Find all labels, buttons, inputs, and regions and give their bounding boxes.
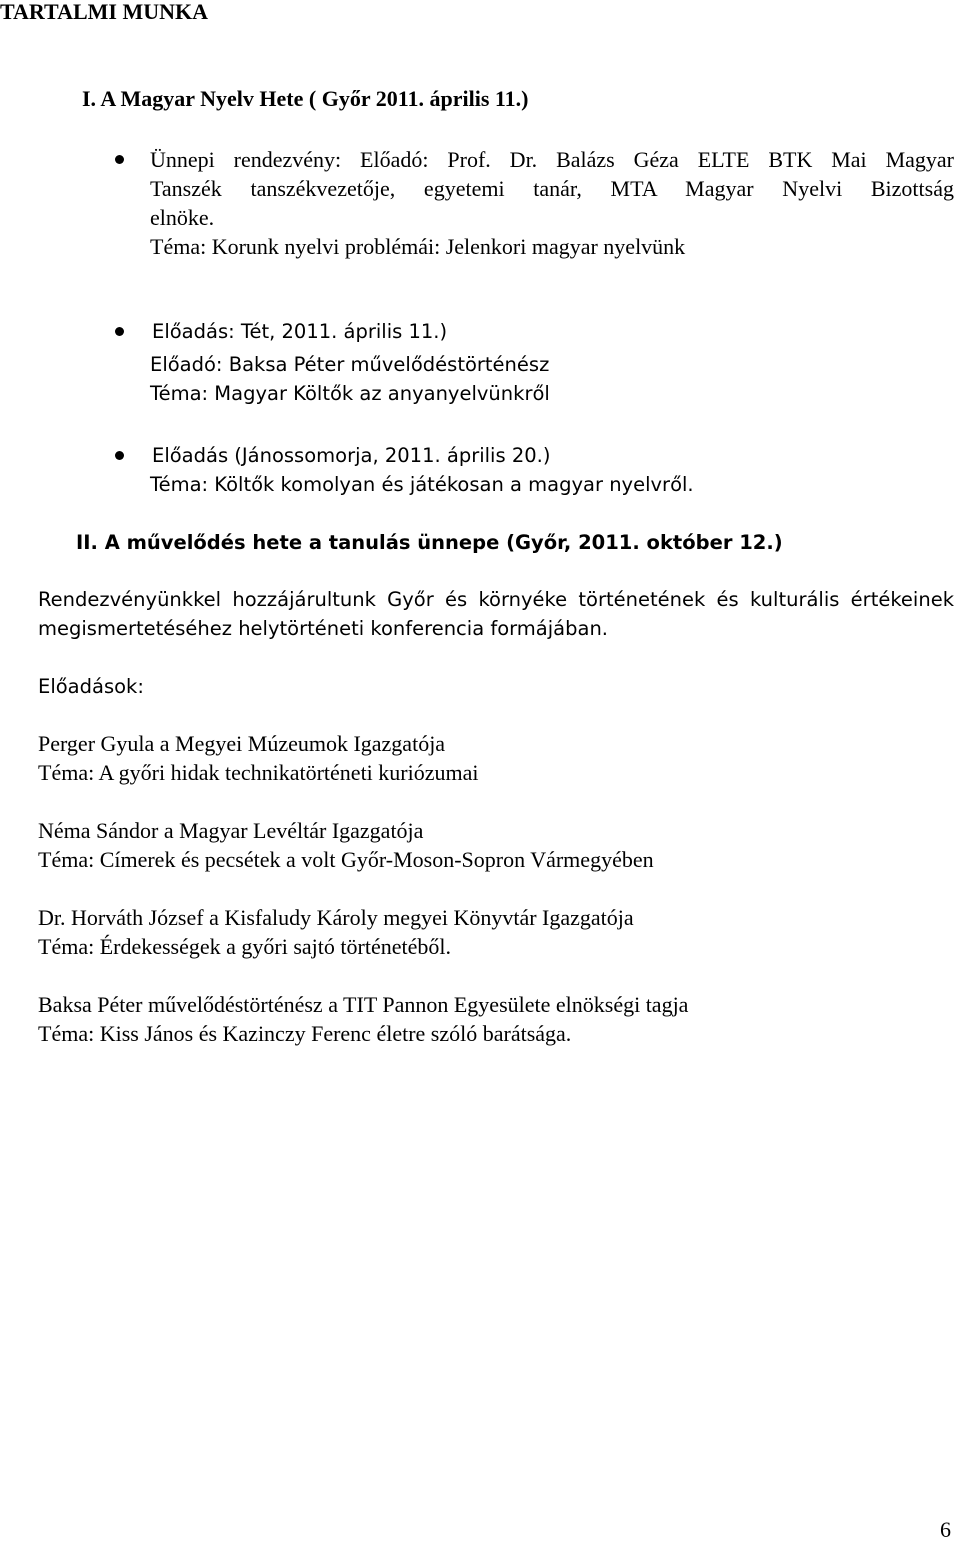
lecture-4-speaker: Baksa Péter művelődéstörténész a TIT Pannon Egyesülete elnökségi tagja xyxy=(38,992,689,1017)
item-2-line-3: Téma: Magyar Költők az anyanyelvünkről xyxy=(150,382,550,405)
lecture-3-speaker: Dr. Horváth József a Kisfaludy Károly megyei Könyvtár Igazgatója xyxy=(38,905,634,930)
item-3-line-1: Előadás (Jánossomorja, 2011. április 20.) xyxy=(152,444,551,467)
item-3-line-2: Téma: Költők komolyan és játékosan a magyar nyelvről. xyxy=(150,473,694,496)
bullet-icon xyxy=(115,451,124,460)
item-2-line-1: Előadás: Tét, 2011. április 11.) xyxy=(152,320,448,343)
document-title: TARTALMI MUNKA xyxy=(0,0,209,24)
section-2-intro-line-2: megismertetéséhez helytörténeti konferencia formájában. xyxy=(38,617,609,640)
item-2-line-2: Előadó: Baksa Péter művelődéstörténész xyxy=(150,353,550,376)
item-1-line-3: elnöke. xyxy=(150,205,215,230)
section-2-heading: II. A művelődés hete a tanulás ünnepe (Győr, 2011. október 12.) xyxy=(76,531,783,554)
lecture-1-speaker: Perger Gyula a Megyei Múzeumok Igazgatója xyxy=(38,731,446,756)
item-1-line-1: Ünnepi rendezvény: Előadó: Prof. Dr. Balázs Géza ELTE BTK Mai Magyar xyxy=(150,147,954,172)
bullet-icon xyxy=(115,155,124,164)
bullet-icon xyxy=(115,327,124,336)
lectures-label: Előadások: xyxy=(38,675,144,698)
item-1-line-4: Téma: Korunk nyelvi problémái: Jelenkori magyar nyelvünk xyxy=(150,234,686,259)
lecture-2-speaker: Néma Sándor a Magyar Levéltár Igazgatója xyxy=(38,818,424,843)
section-2-intro-line-1: Rendezvényünkkel hozzájárultunk Győr és környéke történetének és kulturális értékeinek xyxy=(38,588,954,611)
lecture-4-topic: Téma: Kiss János és Kazinczy Ferenc életre szóló barátsága. xyxy=(38,1021,572,1046)
lecture-1-topic: Téma: A győri hidak technikatörténeti kuriózumai xyxy=(38,760,479,785)
section-1-heading: I. A Magyar Nyelv Hete ( Győr 2011. április 11.) xyxy=(82,86,529,111)
item-1-line-2: Tanszék tanszékvezetője, egyetemi tanár, MTA Magyar Nyelvi Bizottság xyxy=(150,176,954,201)
lecture-3-topic: Téma: Érdekességek a győri sajtó történetéből. xyxy=(38,934,451,959)
lecture-2-topic: Téma: Címerek és pecsétek a volt Győr-Moson-Sopron Vármegyében xyxy=(38,847,654,872)
page-number: 6 xyxy=(940,1517,951,1542)
